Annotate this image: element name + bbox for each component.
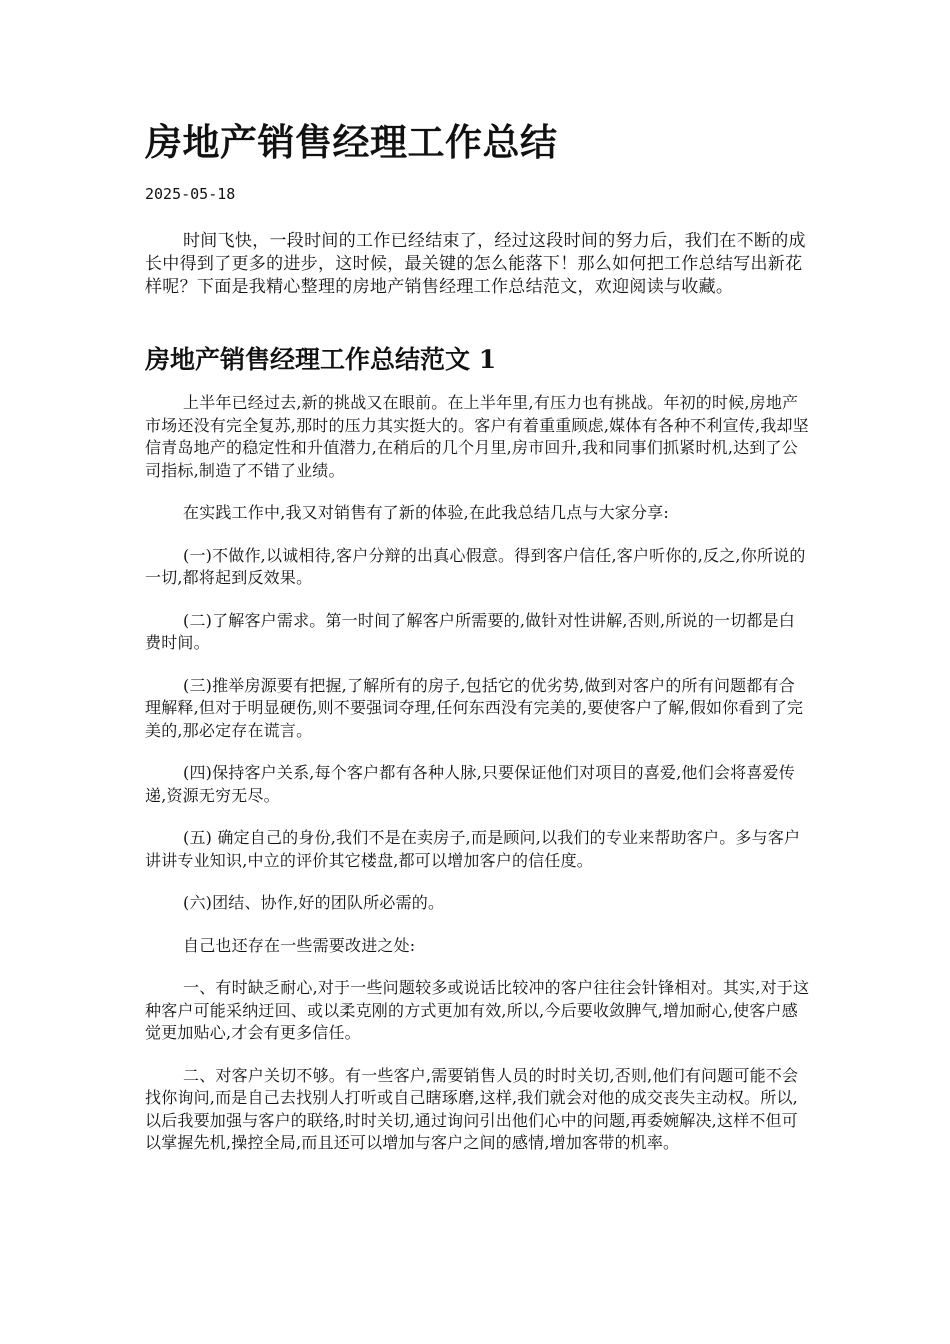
section-body xyxy=(145,392,810,1175)
intro-paragraph: 时间飞快，一段时间的工作已经结束了，经过这段时间的努力后，我们在不断的成长中得到了更多的进步，这时候，最关键的怎么能落下！那么如何把工作总结写出新花样呢？下面是我精心整理的房地产销售经理工作总结范文，欢迎阅读与收藏。 xyxy=(145,231,806,297)
page-title: 房地产销售经理工作总结 xyxy=(145,120,558,164)
body-paragraph: (六)团结、协作,好的团队所必需的。 xyxy=(183,893,445,912)
publish-date: 2025-05-18 xyxy=(145,185,236,203)
section-title: 房地产销售经理工作总结范文 1 xyxy=(145,345,497,374)
body-paragraph: 上半年已经过去,新的挑战又在眼前。在上半年里,有压力也有挑战。年初的时候,房地产市场还没有完全复苏,那时的压力其实挺大的。客户有着重重顾虑,媒体有各种不利宣传,我却坚信青岛地产的稳定性和升值潜力,在稍后的几个月里,房市回升,我和同事们抓紧时机,达到了公司指标,制造了不错了业绩。 xyxy=(145,393,809,480)
body-paragraph: 一、有时缺乏耐心,对于一些问题较多或说话比较冲的客户往往会针锋相对。其实,对于这种客户可能采纳迂回、或以柔克刚的方式更加有效,所以,今后要收敛脾气,增加耐心,使客户感觉更加贴心,才会有更多信任。 xyxy=(145,978,810,1042)
body-paragraph: (一)不做作,以诚相待,客户分辩的出真心假意。得到客户信任,客户听你的,反之,你所说的一切,都将起到反效果。 xyxy=(145,545,806,587)
body-paragraph: (二)了解客户需求。第一时间了解客户所需要的,做针对性讲解,否则,所说的一切都是白费时间。 xyxy=(145,610,795,652)
body-paragraph: 在实践工作中,我又对销售有了新的体验,在此我总结几点与大家分享: xyxy=(183,503,669,522)
body-paragraph: (三)推举房源要有把握,了解所有的房子,包括它的优劣势,做到对客户的所有问题都有合理解释,但对于明显硬伤,则不要强词夺理,任何东西没有完美的,要使客户了解,假如你看到了完美的,那必定存在谎言。 xyxy=(145,675,804,740)
body-paragraph: 二、对客户关切不够。有一些客户,需要销售人员的时时关切,否则,他们有问题可能不会找你询问,而是自己去找别人打听或自己瞎琢磨,这样,我们就会对他的成交丧失主动权。所以,以后我要加强与客户的联络,时时关切,通过询问引出他们心中的问题,再委婉解决,这样不但可以掌握先机,操控全局,而且还可以增加与客户之间的感情,增加客带的机率。 xyxy=(145,1065,799,1152)
body-paragraph: (五) 确定自己的身份,我们不是在卖房子,而是顾问,以我们的专业来帮助客户。多与客户讲讲专业知识,中立的评价其它楼盘,都可以增加客户的信任度。 xyxy=(145,828,801,870)
body-paragraph: 自己也还存在一些需要改进之处: xyxy=(183,935,416,955)
body-paragraph: (四)保持客户关系,每个客户都有各种人脉,只要保证他们对项目的喜爱,他们会将喜爱传递,资源无穷无尽。 xyxy=(145,763,795,805)
